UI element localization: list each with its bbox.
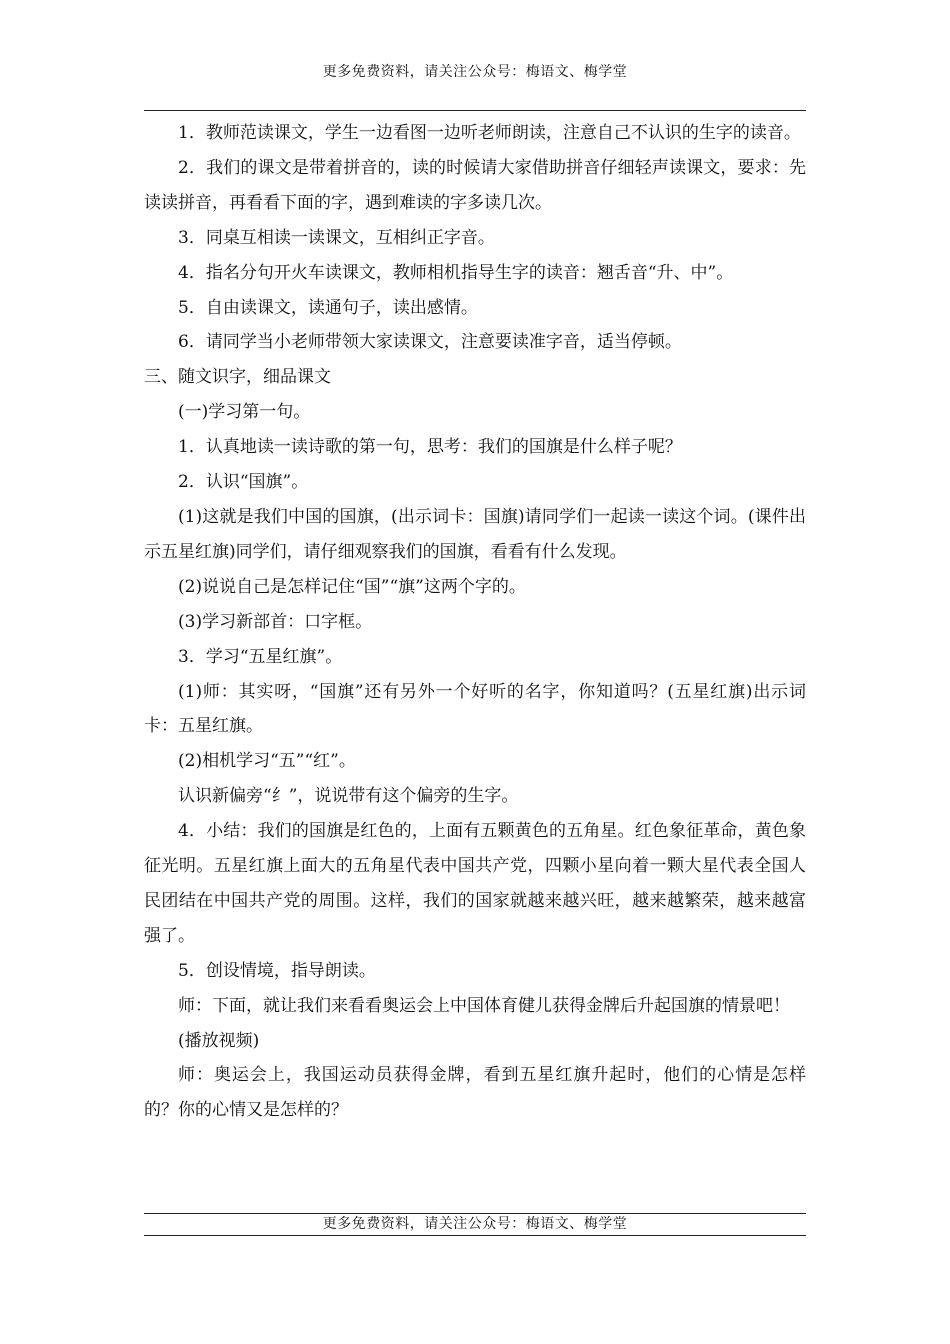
paragraph: (2)相机学习“五”“红”。 <box>178 751 356 772</box>
page-header: 更多免费资料，请关注公众号：梅语文、梅学堂 <box>322 64 628 80</box>
paragraph: 3．同桌互相读一读课文，互相纠正字音。 <box>178 227 495 248</box>
header-rule <box>144 110 806 111</box>
page-footer: 更多免费资料，请关注公众号：梅语文、梅学堂 <box>322 1216 628 1232</box>
paragraph: (1)师：其实呀，“国旗”还有另外一个好听的名字，你知道吗？(五星红旗)出示词卡：五星红旗。 <box>144 681 806 737</box>
paragraph: (3)学习新部首：口字框。 <box>178 611 373 632</box>
paragraph: 4．小结：我们的国旗是红色的，上面有五颗黄色的五角星。红色象征革命，黄色象征光明。五星红旗上面大的五角星代表中国共产党，四颗小星向着一颗大星代表全国人民团结在中国共产党的周围。这样，我们的国家就越来越兴旺，越来越繁荣，越来越富强了。 <box>144 821 806 946</box>
paragraph: 1．认真地读一读诗歌的第一句，思考：我们的国旗是什么样子呢？ <box>178 437 682 458</box>
paragraph: 4．指名分句开火车读课文，教师相机指导生字的读音：翘舌音“升、中”。 <box>178 262 734 283</box>
paragraph: 师：下面，就让我们来看看奥运会上中国体育健儿获得金牌后升起国旗的情景吧！ <box>178 995 790 1016</box>
paragraph: 认识新偏旁“纟”，说说带有这个偏旁的生字。 <box>178 786 519 807</box>
section-heading: 三、随文识字，细品课文 <box>144 367 331 388</box>
paragraph: (2)说说自己是怎样记住“国”“旗”这两个字的。 <box>178 576 526 597</box>
footer-rule-bottom <box>144 1235 806 1236</box>
paragraph: 5．自由读课文，读通句子，读出感情。 <box>178 297 478 318</box>
document-body <box>144 116 806 1128</box>
paragraph: (1)这就是我们中国的国旗，(出示词卡：国旗)请同学们一起读一读这个词。(课件出示五星红旗)同学们，请仔细观察我们的国旗，看看有什么发现。 <box>144 506 806 562</box>
paragraph: 师：奥运会上，我国运动员获得金牌，看到五星红旗升起时，他们的心情是怎样的？你的心情又是怎样的？ <box>144 1065 806 1121</box>
paragraph: 3．学习“五星红旗”。 <box>178 646 343 667</box>
paragraph: 5．创设情境，指导朗读。 <box>178 960 376 981</box>
paragraph: 6．请同学当小老师带领大家读课文，注意要读准字音，适当停顿。 <box>178 332 682 353</box>
paragraph: 2．认识“国旗”。 <box>178 472 309 493</box>
paragraph: (一)学习第一句。 <box>178 402 311 423</box>
paragraph: (播放视频) <box>178 1030 260 1051</box>
paragraph: 2．我们的课文是带着拼音的，读的时候请大家借助拼音仔细轻声读课文，要求：先读读拼音，再看看下面的字，遇到难读的字多读几次。 <box>144 157 806 213</box>
paragraph: 1．教师范读课文，学生一边看图一边听老师朗读，注意自己不认识的生字的读音。 <box>178 123 801 143</box>
